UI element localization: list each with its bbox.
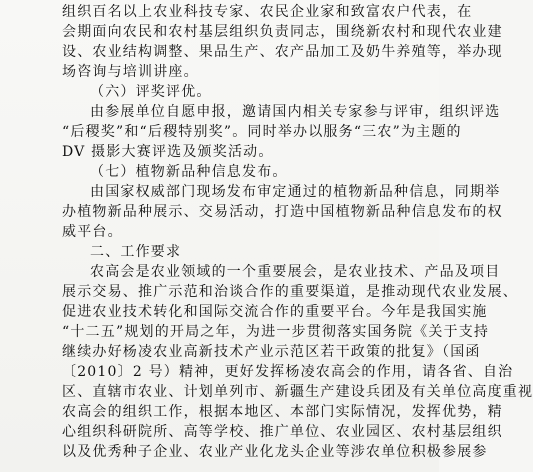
body-line: 继续办好杨凌农业高新技术产业示范区若干政策的批复》（国函 (62, 344, 481, 360)
body-line: 场咨询与培训讲座。 (62, 64, 199, 80)
section-heading: （七）植物新品种信息发布。 (90, 164, 288, 180)
body-line: 农高会是农业领域的一个重要展会，是农业技术、产品及项目 (90, 264, 501, 280)
body-line: 威平台。 (62, 224, 123, 240)
body-line: 会期面向农民和农村基层组织负责同志，围绕新农村和现代农业建 (62, 24, 503, 40)
section-heading: 二、工作要求 (90, 244, 182, 260)
body-line: 由国家权威部门现场发布审定通过的植物新品种信息，同期举 (90, 184, 501, 200)
body-line: 促进农业技术转化和国际交流合作的重要平台。今年是我国实施 (62, 304, 488, 320)
body-line: 办植物新品种展示、交易活动，打造中国植物新品种信息发布的权 (62, 204, 503, 220)
body-line: 组织百名以上农业科技专家、农民企业家和致富农户代表，在 (62, 4, 473, 20)
body-line: 展示交易、推广示范和治谈合作的重要渠道，是推动现代农业发展、 (62, 284, 518, 300)
section-heading: （六）评奖评优。 (90, 84, 212, 100)
body-line: “十二五”规划的开局之年，为进一步贯彻落实国务院《关于支持 (62, 324, 490, 340)
body-line: 农高会的组织工作，根据本地区、本部门实际情况，发挥优势，精 (62, 404, 503, 420)
body-line: 以及优秀种子企业、农业产业化龙头企业等涉农单位积极参展参 (62, 444, 488, 460)
body-line: 区、直辖市农业、计划单列市、新疆生产建设兵团及有关单位高度重视 (62, 384, 533, 400)
body-line: “后稷奖”和“后稷特别奖”。同时举办以服务“三农”为主题的 (62, 124, 462, 140)
body-line: 设、农业结构调整、果品生产、农产品加工及奶牛养殖等，举办现 (62, 44, 503, 60)
body-line: 由参展单位自愿申报，邀请国内相关专家参与评审，组织评选 (90, 104, 501, 120)
body-line: DV 摄影大赛评选及颁奖活动。 (62, 144, 274, 160)
body-line: 心组织科研院所、高等学校、推广单位、农业园区、农村基层组织 (62, 424, 503, 440)
body-line: 〔2010〕2 号）精神，更好发挥杨凌农高会的作用，请各省、自治 (62, 364, 514, 380)
